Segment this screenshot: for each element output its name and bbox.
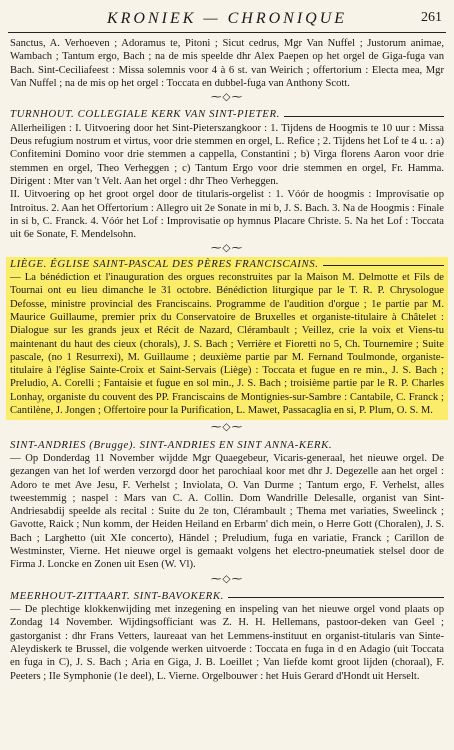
- section-title: MEERHOUT-ZITTAART. SINT-BAVOKERK.: [10, 589, 224, 602]
- section-meerhout: [8, 590, 446, 683]
- separator-ornament: ⁓◇⁓: [210, 572, 244, 585]
- paragraph: II. Uitvoering op het groot orgel door de titularis-orgelist : 1. Vóór de hoogmis : Improvisatie op Introitus. 2. Aan het Offertorium : Allegro uit 2e Sonate in mi b, J. S. Bach. 3. Na de Hoogmis : Finale in si b, C. Franck. 4. Vóór het Lof : Improvisatie op hymnus Placare Christe. 5. Na het Lof : Toccata uit 6e Sonate, F. Mendelsohn.: [10, 189, 444, 241]
- section-heading: [8, 108, 446, 121]
- paragraph: — Op Donderdag 11 November wijdde Mgr Quaegebeur, Vicaris-generaal, het nieuwe orgel. De gezangen van het lof werden verzorgd door het parochiaal koor met dhr J. Degezelle aan het orgel : Adoro te met Ave Jesu, F. Verhelst ; Inviolata, O. Van Durme ; Tantum ergo, F. Verhelst, alles tweestemmig ; naspel : Mars van C. A. Collin. Dom Wandrille Delesalle, organist van Sint-Andriesabdij speelde als recital : Suite du 2e ton, Clérambault ; Thema met variaties, Sweelinck ; Gavotte, Raick ; Nun komm, der Heiden Heiland en Erbarm' dich mein, o Herre Gott (Choralen), J. S. Bach ; Larghetto (uit XIe concerto), Händel ; Preludium, fuga en variatie, Franck ; Carillon de Westminster, Vierne. Het nieuwe orgel is gemaakt volgens het electro-pneumatiek stelsel door de Firma J. Loncke en Zonen uit Esen (W. Vl).: [10, 452, 444, 571]
- heading-rule: [323, 265, 444, 266]
- section-heading: [8, 590, 446, 603]
- paragraph: — La bénédiction et l'inauguration des orgues reconstruites par la Maison M. Delmotte et Fils de Tournai ont eu lieu dimanche le 31 octobre. Bénédiction liturgique par le T. R. P. Chrysologue Defosse, ministre provincial des Franciscains. Programme de l'audition d'orgue ; 1e partie par M. Maurice Guillaume, premier prix du Conservatoire de Bruxelles et organiste-titulaire à Châtelet : Dialogue sur les grands jeux et Récit de Nazard, Clérambault ; Veillez, crie la voix et Viens-tu maintenant du haut des cieux (chorals), J. S. Bach ; Verrière et Fioretti no 5, Ch. Tournemire ; Suite pascale, (no 1 Resurrexi), M. Guillaume ; deuxième partie par M. Fernand Toulmonde, organiste-titulaire à l'église Sainte-Croix et Saint-Servais (Liège) : Toccata et fugue en re min., J. S. Bach ; Preludio, A. Corelli ; Fantaisie et fugue en sol min., J. S. Bach ; troisième partie par le R. P. Charles Lonhay, organiste du couvent des PP. Franciscains de Montignies-sur-Sambre : Cantabile, C. Franck ; Cantilène, J. Jongen ; Offertoire pour la Purification, L. Mawet, Passacaglia en si, P. Plum, O. S. M.: [10, 272, 444, 417]
- page-header: [8, 6, 446, 33]
- heading-rule: [228, 597, 444, 598]
- section-title: TURNHOUT. COLLEGIALE KERK VAN SINT-PIETER.: [10, 108, 280, 121]
- section-heading: [8, 439, 446, 452]
- running-title: KRONIEK — CHRONIQUE: [106, 10, 348, 27]
- section-liege-highlighted: [6, 257, 448, 421]
- section-title: LIÈGE. ÉGLISE SAINT-PASCAL DES PÈRES FRANCISCAINS.: [10, 257, 319, 270]
- section-turnhout: [8, 108, 446, 241]
- heading-rule: [284, 116, 444, 117]
- separator-ornament: ⁓◇⁓: [210, 91, 244, 104]
- paragraph: Allerheiligen : I. Uitvoering door het Sint-Pieterszangkoor : 1. Tijdens de Hoogmis te 10 uur : Missa Deus refugium nostrum et virtus, voor drie stemmen en orgel, L. Refice ; 2. Tijdens het Lof te 4 u. : a) Confitemini Domino voor drie stemmen a cappella, Constantini ; b) Virga florens Aaron voor drie stemmen en orgel, Theo Verheggen ; c) Tantum Ergo voor drie stemmen en orgel, Fr. Hamma. Dirigent : Mter van 't Velt. Aan het orgel : dhr Theo Verheggen.: [10, 122, 444, 187]
- paragraph: — De plechtige klokkenwijding met inzegening en inspeling van het nieuwe orgel vond plaats op Zondag 14 November. Wijdingsofficiant was Z. H. H. Hellemans, pastoor-deken van Geel ; gastorganist : dhr Frans Vetters, laureaat van het Lemmens-instituut en organist-titularis van Sinte-Aleydiskerk te Brussel, die volgende werken uitvoerde : Toccata en fuga in d en Adagio (uit Toccata en fuga in C), J. S. Bach ; Aria en Giga, J. B. Loeillet ; Van liefde komt groot lijden (choraal), F. Peeters ; IIe Symphonie (1e deel), L. Vierne. Orgelbouwer : het Huis Gerard d'Hondt uit Herselt.: [10, 604, 444, 682]
- separator-ornament: ⁓◇⁓: [210, 242, 244, 255]
- section-intro: [8, 37, 446, 90]
- section-sint-andries: [8, 439, 446, 572]
- section-title: SINT-ANDRIES (Brugge). SINT-ANDRIES EN SINT ANNA-KERK.: [10, 438, 333, 451]
- page-number: 261: [421, 10, 442, 25]
- section-heading: [8, 258, 446, 271]
- separator-ornament: ⁓◇⁓: [210, 421, 244, 434]
- paragraph: Sanctus, A. Verhoeven ; Adoramus te, Pitoni ; Sicut cedrus, Mgr Van Nuffel ; Justorum animae, Wambach ; Tantum ergo, Bach ; na de mis speelde dhr Alex Paepen op het orgel de Giga-fuga van Bach. Sint-Ceciliafeest : Missa solemnis voor 4 à 6 st. van Weirich ; offertorium : Electa mea, Mgr Van Nuffel ; na de mis op het orgel : Toccata en dubbel-fuga van Anthony Scott.: [10, 38, 444, 89]
